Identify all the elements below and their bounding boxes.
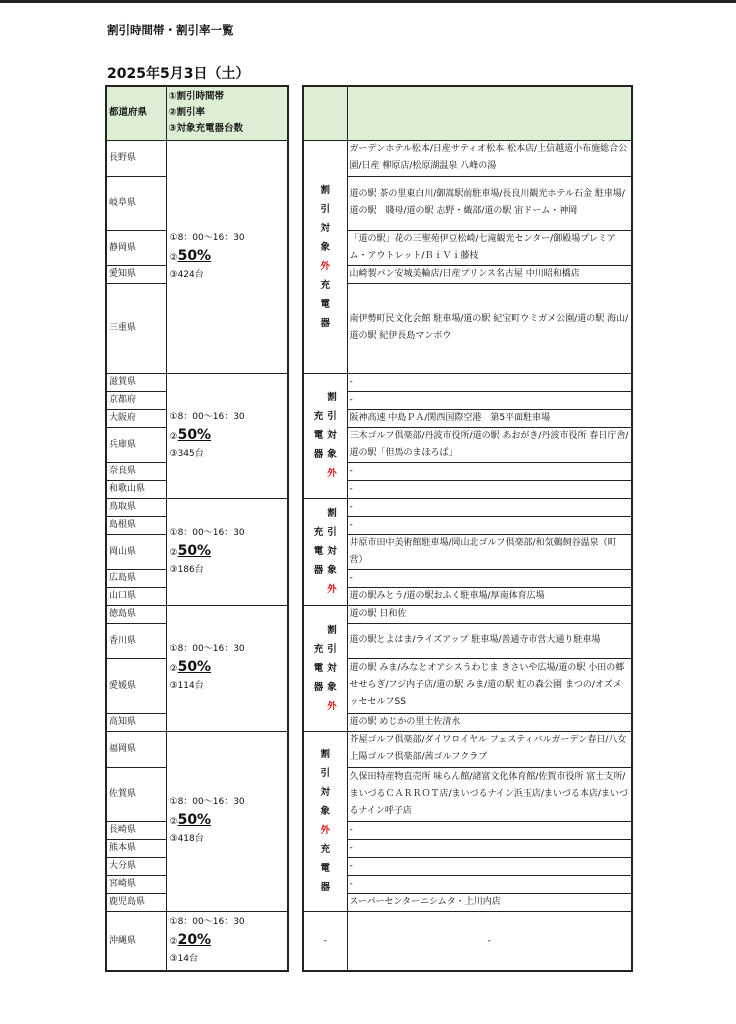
charger-count: ③424台 [169, 269, 204, 280]
prefecture-cell: 熊本県 [106, 839, 166, 857]
location-cell: 井原市田中美術館駐車場/岡山北ゴルフ倶楽部/和気鵜飼谷温泉（町営） [347, 534, 632, 569]
charger-count: ③345台 [169, 448, 204, 459]
location-cell: 阪神高速 中島ＰＡ/関西国際空港 第5平面駐車場 [347, 409, 632, 427]
prefecture-cell: 和歌山県 [106, 480, 166, 498]
top-border [0, 0, 736, 3]
rate-prefix: ② [169, 936, 178, 947]
location-cell: - [347, 391, 632, 409]
prefecture-cell: 島根県 [106, 516, 166, 534]
header-prefecture: 都道府県 [106, 86, 166, 140]
excluded-chargers-label: 割 引 対 象 外 充 電 器 [303, 731, 347, 911]
location-cell: - [347, 857, 632, 875]
prefecture-cell: 岐阜県 [106, 176, 166, 230]
discount-rate: 50% [177, 659, 212, 675]
location-cell: スーパーセンターニシムタ・上川内店 [347, 893, 632, 911]
excluded-chargers-table [302, 85, 633, 972]
prefecture-cell: 愛媛県 [106, 658, 166, 713]
header-row [303, 86, 632, 140]
rate-prefix: ② [169, 252, 178, 263]
location-cell: - [347, 462, 632, 480]
excluded-chargers-label: - [303, 911, 347, 971]
group-discount-info [166, 498, 288, 605]
location-cell: - [347, 480, 632, 498]
prefecture-cell: 福岡県 [106, 731, 166, 767]
prefecture-cell: 愛知県 [106, 265, 166, 283]
document-date: 2025年5月3日（土） [107, 66, 250, 82]
header-rate-label: ②割引率 [168, 107, 206, 119]
discount-time: ①8：00～16：30 [169, 644, 245, 654]
header-count-label: ③対象充電器台数 [168, 123, 244, 135]
excluded-chargers-label: 充 電 器 割 引 対 象 外 [303, 373, 347, 498]
discount-rate: 50% [177, 542, 212, 559]
location-cell: 「道の駅」花の三聖苑伊豆松崎/七滝観光センター/御殿場プレミアム・アウトレット/ＢｉＶｉ藤枝 [347, 230, 632, 265]
prefecture-cell: 奈良県 [106, 462, 166, 480]
discount-table [105, 85, 289, 972]
location-cell: 道の駅 めじかの里土佐清水 [347, 713, 632, 731]
discount-time: ①8：00～16：30 [169, 411, 245, 422]
prefecture-cell: 徳島県 [106, 605, 166, 623]
location-cell: - [347, 911, 632, 971]
group-discount-info [166, 911, 288, 971]
rate-prefix: ② [169, 664, 178, 674]
location-cell: 三木ゴルフ倶楽部/丹波市役所/道の駅 あおがき/丹波市役所 春日庁舎/道の駅「但馬のまほろば」 [347, 427, 632, 462]
header-blank-locations [347, 86, 632, 140]
prefecture-cell: 長崎県 [106, 821, 166, 839]
group-discount-info [166, 373, 288, 498]
excluded-chargers-label: 充 電 器 割 引 対 象 外 [303, 605, 347, 731]
rate-prefix: ② [169, 547, 178, 558]
location-cell: - [347, 569, 632, 587]
document-title: 割引時間帯・割引率一覧 [107, 23, 234, 37]
prefecture-cell: 香川県 [106, 623, 166, 658]
discount-time: ①8：00～16：30 [169, 797, 245, 807]
excluded-chargers-label: 割 引 対 象 外 充 電 器 [303, 140, 347, 373]
location-cell: 芥屋ゴルフ倶楽部/ダイワロイヤル フェスティバルガーデン春日/八女上陽ゴルフ倶楽部/茜ゴルフクラブ [347, 731, 632, 767]
discount-time: ①8：00～16：30 [169, 232, 245, 243]
prefecture-cell: 鹿児島県 [106, 893, 166, 911]
prefecture-cell: 沖縄県 [106, 911, 166, 971]
prefecture-cell: 京都府 [106, 391, 166, 409]
excluded-chargers-label: 充 電 器 割 引 対 象 外 [303, 498, 347, 605]
header-row [106, 86, 288, 140]
location-cell: 久保田特産物直売所 味らん館/諸富文化体育館/佐賀市役所 富士支所/まいづるＣＡＲＲＯＴ店/まいづるナイン浜玉店/まいづる本店/まいづるナイン呼子店 [347, 767, 632, 821]
charger-count: ③14台 [169, 953, 199, 964]
prefecture-cell: 山口県 [106, 587, 166, 605]
prefecture-cell: 大分県 [106, 857, 166, 875]
group-discount-info [166, 605, 288, 731]
prefecture-cell: 長野県 [106, 140, 166, 176]
prefecture-cell: 鳥取県 [106, 498, 166, 516]
discount-rate: 50% [177, 426, 212, 443]
header-discount-info [166, 86, 288, 140]
header-blank-label [303, 86, 347, 140]
charger-count: ③114台 [169, 681, 204, 691]
location-cell: ガーデンホテル松本/日産サティオ松本 松本店/上信越道小布施総合公園/日産 柳原店/松原湖温泉 八峰の湯 [347, 140, 632, 176]
location-cell: - [347, 839, 632, 857]
prefecture-cell: 静岡県 [106, 230, 166, 265]
location-cell: 道の駅とよはま/ライズアップ 駐車場/善通寺市営大通り駐車場 [347, 623, 632, 658]
discount-time: ①8：00～16：30 [169, 527, 245, 538]
discount-time: ①8：00～16：30 [169, 916, 245, 927]
location-cell: 道の駅みとう/道の駅おふく駐車場/厚南体育広場 [347, 587, 632, 605]
location-cell: 山崎製パン安城美輪店/日産プリンス名古屋 中川昭和橋店 [347, 265, 632, 283]
location-cell: 道の駅 日和佐 [347, 605, 632, 623]
prefecture-cell: 佐賀県 [106, 767, 166, 821]
group-discount-info [166, 140, 288, 373]
discount-rate: 50% [177, 247, 212, 264]
rate-prefix: ② [169, 431, 178, 442]
location-cell: 道の駅 茶の里東白川/御嵩駅前駐車場/長良川観光ホテル石金 駐車場/道の駅 賤母/道の駅 志野・織部/道の駅 宙ドーム・神岡 [347, 176, 632, 230]
prefecture-cell: 三重県 [106, 283, 166, 373]
location-cell: - [347, 516, 632, 534]
location-cell: - [347, 821, 632, 839]
prefecture-cell: 滋賀県 [106, 373, 166, 391]
group-discount-info [166, 731, 288, 911]
location-cell: - [347, 498, 632, 516]
prefecture-cell: 広島県 [106, 569, 166, 587]
prefecture-cell: 宮崎県 [106, 875, 166, 893]
location-cell: - [347, 875, 632, 893]
rate-prefix: ② [169, 817, 178, 827]
discount-rate: 50% [177, 812, 212, 828]
header-time-label: ①割引時間帯 [168, 91, 225, 103]
location-cell: - [347, 373, 632, 391]
charger-count: ③418台 [169, 834, 204, 844]
prefecture-cell: 兵庫県 [106, 427, 166, 462]
prefecture-cell: 大阪府 [106, 409, 166, 427]
location-cell: 道の駅 みま/みなとオアシスうわじま きさいや広場/道の駅 小田の郷せせらぎ/フジ内子店/道の駅 みま/道の駅 虹の森公園 まつの/オズメッセセルフSS [347, 658, 632, 713]
prefecture-cell: 高知県 [106, 713, 166, 731]
location-cell: 南伊勢町民文化会館 駐車場/道の駅 紀宝町ウミガメ公園/道の駅 海山/道の駅 紀伊長島マンボウ [347, 283, 632, 373]
discount-rate: 20% [177, 931, 212, 948]
prefecture-cell: 岡山県 [106, 534, 166, 569]
charger-count: ③186台 [169, 564, 204, 575]
